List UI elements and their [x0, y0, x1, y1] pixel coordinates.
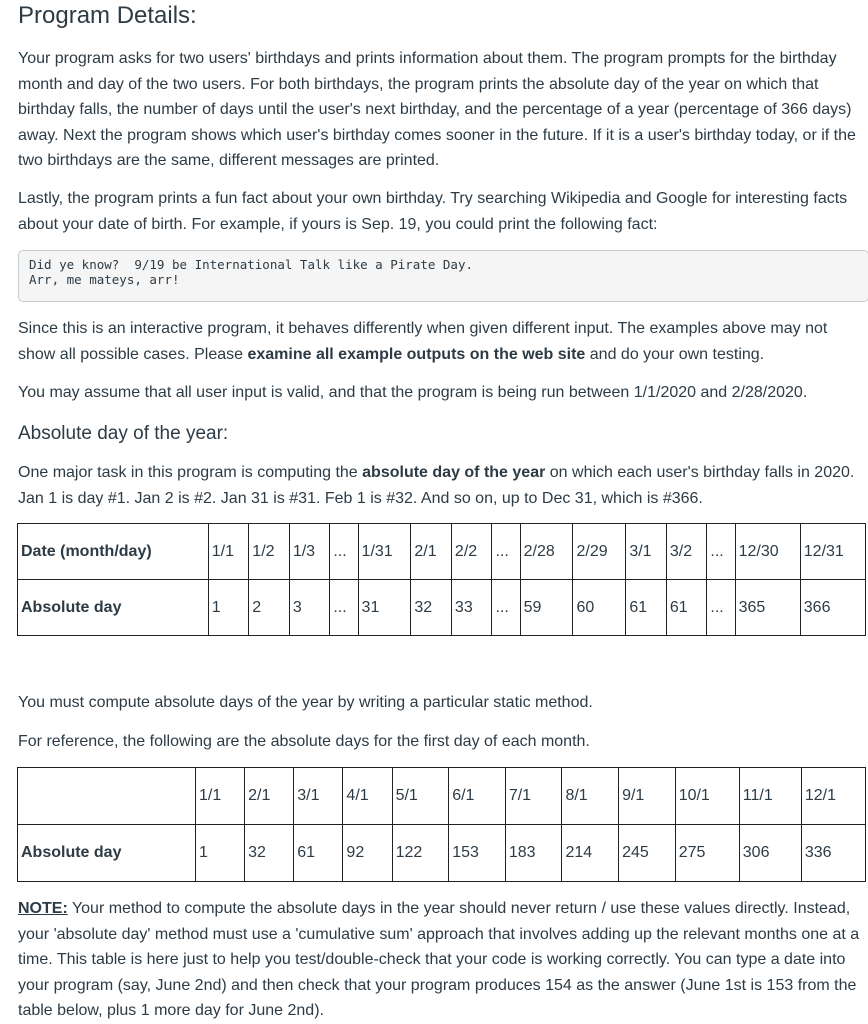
static-method-paragraph: You must compute absolute days of the year by writing a particular static method.: [18, 694, 593, 711]
table-row: [18, 768, 866, 825]
table-cell: 2/28: [520, 524, 573, 580]
table-row: [18, 825, 866, 882]
table-row: [18, 524, 866, 580]
table-cell: 33: [451, 580, 492, 636]
date-to-day-table: [17, 523, 866, 636]
note-paragraph: [18, 896, 866, 1024]
table-cell: 60: [573, 580, 626, 636]
table-cell: 1: [196, 825, 245, 882]
table-cell: 2: [249, 580, 290, 636]
interactive-paragraph: [18, 316, 866, 367]
text-span: and do your own testing.: [585, 345, 765, 363]
note-text: Your method to compute the absolute days in the year should never return / use these values directly. Instead, your 'absolute day' method must use a 'cumulative sum' approach that involves adding up the relevant months one at a time. This table is here just to help you test/double-check that your code is working correctly. You can type a date into your program (say, June 2nd) and then check that your program produces 154 as the answer (June 1st is 153 from the table below, plus 1 more day for June 2nd).: [18, 900, 860, 1019]
table-cell: 8/1: [562, 768, 619, 825]
table-cell: 61: [626, 580, 667, 636]
code-line: Arr, me mateys, arr!: [29, 272, 180, 287]
table-cell: 92: [343, 825, 392, 882]
table-cell: 2/1: [245, 768, 294, 825]
table-cell: 12/30: [735, 524, 800, 580]
text-span: One major task in this program is computing the: [18, 464, 363, 481]
bold-text: absolute day of the year: [362, 464, 546, 481]
table-cell: 3/2: [666, 524, 707, 580]
table-cell: ...: [707, 524, 735, 580]
table-cell: 275: [675, 825, 739, 882]
table-cell: 3: [289, 580, 330, 636]
table-cell: 31: [358, 580, 411, 636]
table-cell: 2/1: [411, 524, 452, 580]
code-example: [18, 250, 868, 302]
table-cell: ...: [492, 524, 520, 580]
table-cell: ...: [707, 580, 735, 636]
table-cell: 1/1: [208, 524, 249, 580]
table-cell: 1/1: [196, 768, 245, 825]
table-cell: 32: [411, 580, 452, 636]
note-label: NOTE:: [18, 900, 68, 917]
table-cell: 61: [294, 825, 343, 882]
month-start-table: [17, 767, 866, 882]
table-cell: 12/31: [800, 524, 865, 580]
fun-fact-paragraph: Lastly, the program prints a fun fact about your own birthday. Try searching Wikipedia and Google for interesting facts about your date of birth. For example, if yours is Sep. 19, you could print the following fact:: [18, 190, 848, 233]
table-row: [18, 580, 866, 636]
table-cell: 1/3: [289, 524, 330, 580]
table-cell: 61: [666, 580, 707, 636]
table-cell: 214: [562, 825, 619, 882]
table-cell: 1/2: [249, 524, 290, 580]
table-cell: 183: [505, 825, 562, 882]
table-row-label: Absolute day: [18, 825, 196, 882]
table-cell: 11/1: [739, 768, 801, 825]
table-cell: 336: [801, 825, 865, 882]
table-cell: 2/29: [573, 524, 626, 580]
table-cell: 32: [245, 825, 294, 882]
table-cell: 366: [800, 580, 865, 636]
table-cell: 306: [739, 825, 801, 882]
table-cell: 3/1: [626, 524, 667, 580]
table-cell: ...: [330, 580, 358, 636]
table-cell: 153: [449, 825, 506, 882]
page-title: Program Details:: [18, 2, 197, 29]
table-cell: 6/1: [449, 768, 506, 825]
intro-paragraph: Your program asks for two users' birthdays and prints information about them. The program prompts for the birthday month and day of the two users. For both birthdays, the program prints the absolute day of the year on which that birthday falls, the number of days until the user's next birthday, and the percentage of a year (percentage of 366 days) away. Next the program shows which user's birthday comes sooner in the future. If it is a user's birthday today, or if the two birthdays are the same, different messages are printed.: [18, 50, 856, 169]
assumption-paragraph: You may assume that all user input is valid, and that the program is being run between 1/1/2020 and 2/28/2020.: [18, 384, 808, 401]
table-cell: 1: [208, 580, 249, 636]
table-row-label: Date (month/day): [18, 524, 209, 580]
table-cell: 9/1: [619, 768, 676, 825]
table-cell: ...: [492, 580, 520, 636]
table-cell: 10/1: [675, 768, 739, 825]
table-cell: 7/1: [505, 768, 562, 825]
table-cell: 2/2: [451, 524, 492, 580]
reference-paragraph: For reference, the following are the absolute days for the first day of each month.: [18, 733, 590, 750]
bold-text: examine all example outputs on the web site: [247, 345, 586, 363]
table-cell: 3/1: [294, 768, 343, 825]
text-span: Since this is an interactive program, it behaves differently when given different input. The examples above may not show all possible cases. Please: [18, 320, 828, 363]
absolute-day-paragraph: [18, 460, 866, 511]
table-cell: 12/1: [801, 768, 865, 825]
code-line: Did ye know? 9/19 be International Talk like a Pirate Day.: [29, 257, 474, 272]
table-row-label: [18, 768, 196, 825]
table-cell: 4/1: [343, 768, 392, 825]
table-cell: 245: [619, 825, 676, 882]
table-cell: 122: [392, 825, 449, 882]
section-heading: Absolute day of the year:: [18, 423, 229, 444]
table-cell: 59: [520, 580, 573, 636]
table-cell: ...: [330, 524, 358, 580]
text-span: on which each user's birthday falls in 2020. Jan 1 is day #1. Jan 2 is #2. Jan 31 is #31. Feb 1 is #32. And so on, up to Dec 31, which is #366.: [18, 464, 855, 507]
table-cell: 1/31: [358, 524, 411, 580]
table-row-label: Absolute day: [18, 580, 209, 636]
table-cell: 5/1: [392, 768, 449, 825]
table-cell: 365: [735, 580, 800, 636]
